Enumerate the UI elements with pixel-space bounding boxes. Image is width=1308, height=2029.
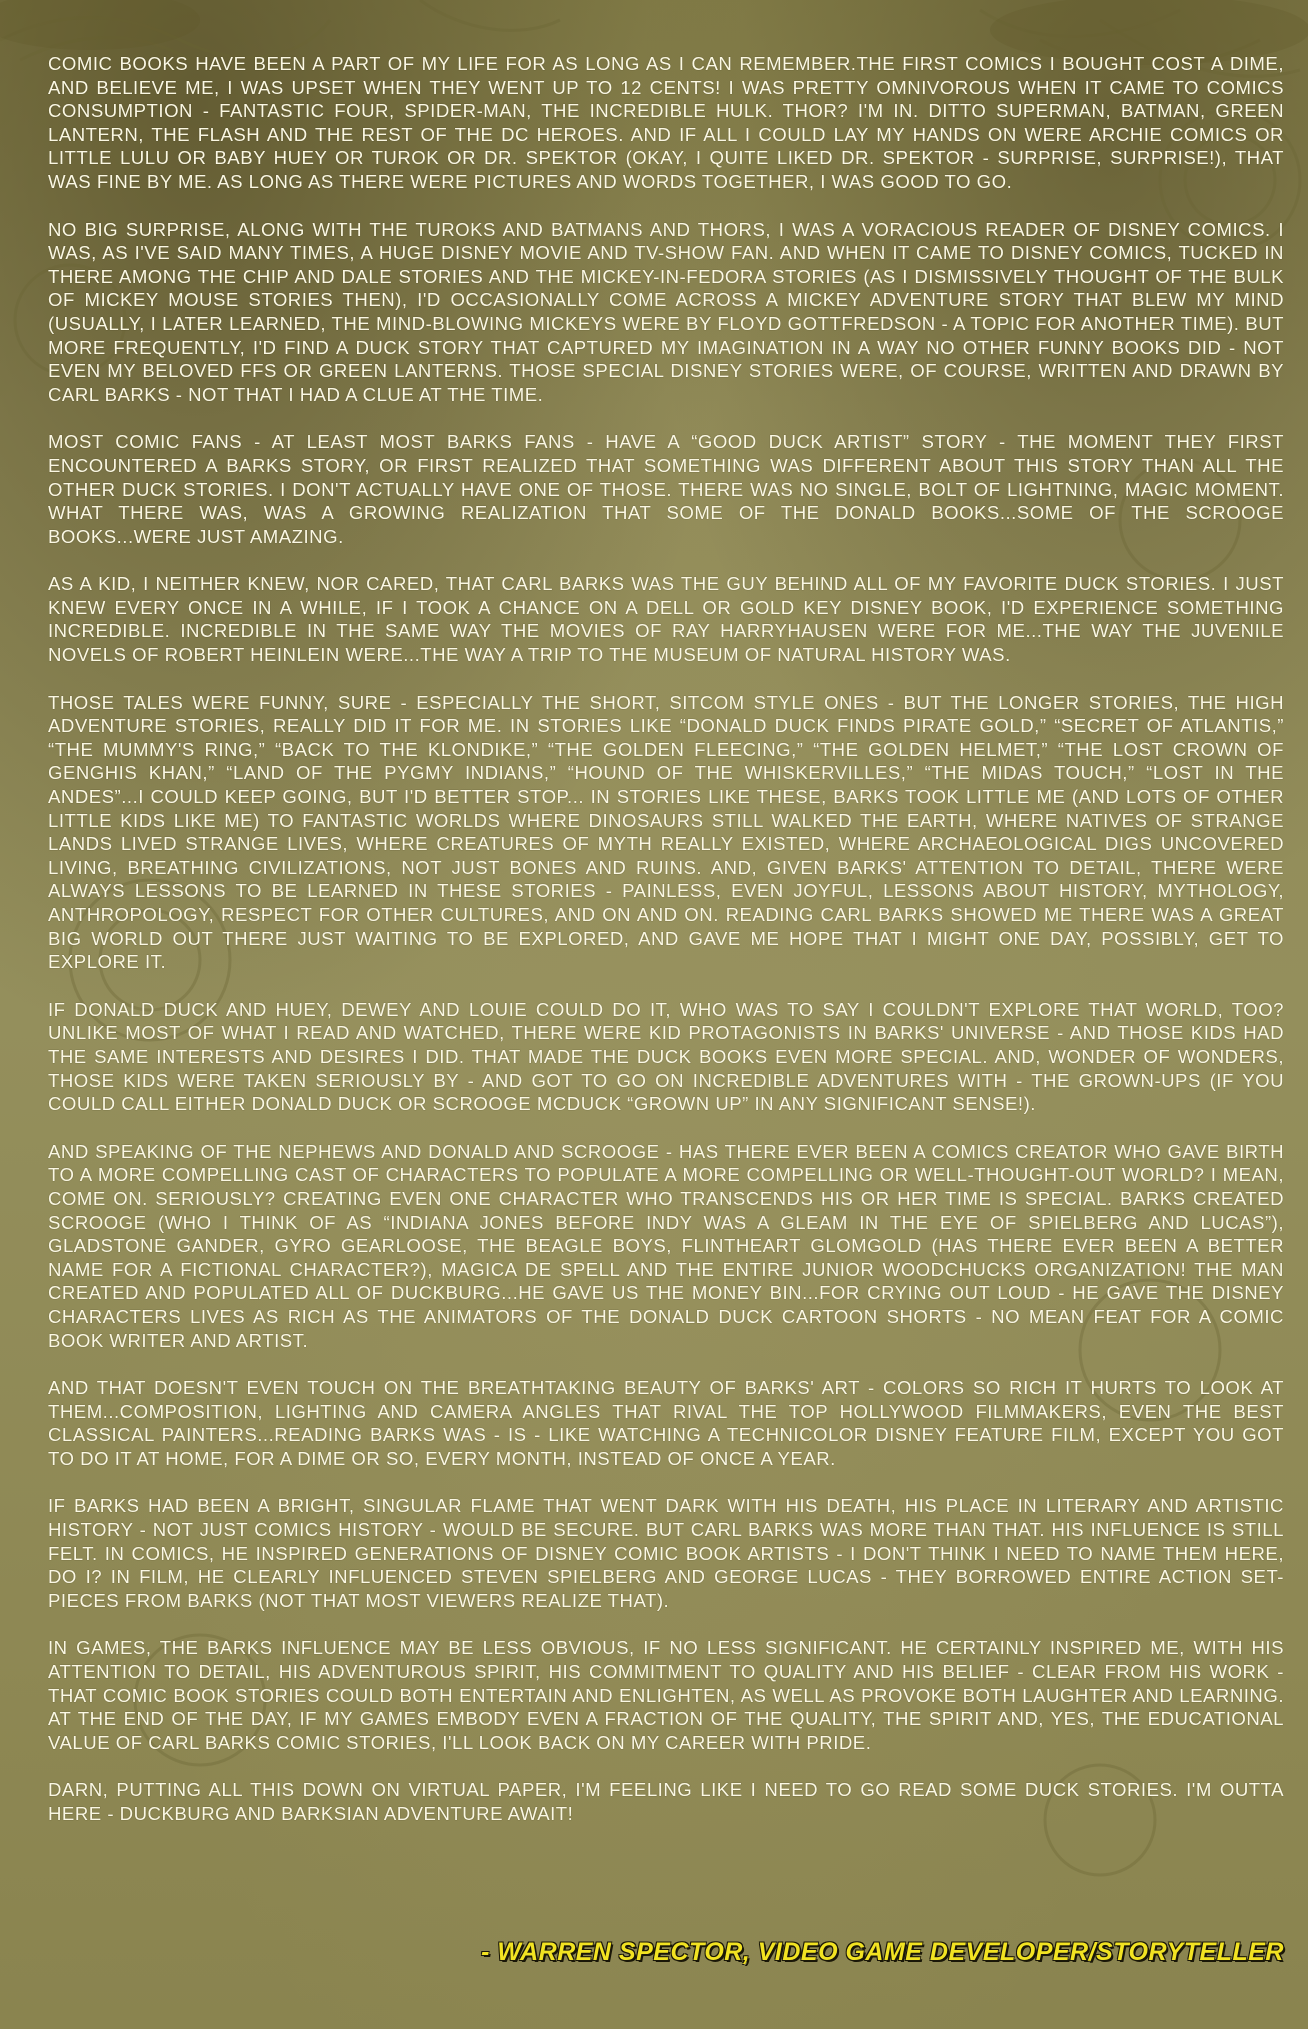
article-paragraph-1: COMIC BOOKS HAVE BEEN A PART OF MY LIFE FOR AS LONG AS I CAN REMEMBER.THE FIRST COMICS I BOUGHT COST A DIME, AND BELIEVE ME, I WAS UPSET WHEN THEY WENT UP TO 12 CENTS! I WAS PRETTY OMNIVOROUS WHEN IT CAME TO COMICS CONSUMPTION - FANTASTIC FOUR, SPIDER-MAN, THE INCREDIBLE HULK. THOR? I'M IN. DITTO SUPERMAN, BATMAN, GREEN LANTERN, THE FLASH AND THE REST OF THE DC HEROES. AND IF ALL I COULD LAY MY HANDS ON WERE ARCHIE COMICS OR LITTLE LULU OR BABY HUEY OR TUROK OR DR. SPEKTOR (OKAY, I QUITE LIKED DR. SPEKTOR - SURPRISE, SURPRISE!), THAT WAS FINE BY ME. AS LONG AS THERE WERE PICTURES AND WORDS TOGETHER, I WAS GOOD TO GO. <box>48 53 1284 192</box>
article-paragraph-5: THOSE TALES WERE FUNNY, SURE - ESPECIALLY THE SHORT, SITCOM STYLE ONES - BUT THE LONGER STORIES, THE HIGH ADVENTURE STORIES, REALLY DID IT FOR ME. IN STORIES LIKE “DONALD DUCK FINDS PIRATE GOLD,” “SECRET OF ATLANTIS,” “THE MUMMY'S RING,” “BACK TO THE KLONDIKE,” “THE GOLDEN FLEECING,” “THE GOLDEN HELMET,” “THE LOST CROWN OF GENGHIS KHAN,” “LAND OF THE PYGMY INDIANS,” “HOUND OF THE WHISKERVILLES,” “THE MIDAS TOUCH,” “LOST IN THE ANDES”...I COULD KEEP GOING, BUT I'D BETTER STOP... IN STORIES LIKE THESE, BARKS TOOK LITTLE ME (AND LOTS OF OTHER LITTLE KIDS LIKE ME) TO FANTASTIC WORLDS WHERE DINOSAURS STILL WALKED THE EARTH, WHERE NATIVES OF STRANGE LANDS LIVED STRANGE LIVES, WHERE CREATURES OF MYTH REALLY EXISTED, WHERE ARCHAEOLOGICAL DIGS UNCOVERED LIVING, BREATHING CIVILIZATIONS, NOT JUST BONES AND RUINS. AND, GIVEN BARKS' ATTENTION TO DETAIL, THERE WERE ALWAYS LESSONS TO BE LEARNED IN THESE STORIES - PAINLESS, EVEN JOYFUL, LESSONS ABOUT HISTORY, MYTHOLOGY, ANTHROPOLOGY, RESPECT FOR OTHER CULTURES, AND ON AND ON. READING CARL BARKS SHOWED ME THERE WAS A GREAT BIG WORLD OUT THERE JUST WAITING TO BE EXPLORED, AND GAVE ME HOPE THAT I MIGHT ONE DAY, POSSIBLY, GET TO EXPLORE IT. <box>48 691 1284 973</box>
author-signature: - WARREN SPECTOR, VIDEO GAME DEVELOPER/STORYTELLER <box>481 1938 1284 1966</box>
article-paragraph-9: IF BARKS HAD BEEN A BRIGHT, SINGULAR FLAME THAT WENT DARK WITH HIS DEATH, HIS PLACE IN LITERARY AND ARTISTIC HISTORY - NOT JUST COMICS HISTORY - WOULD BE SECURE. BUT CARL BARKS WAS MORE THAN THAT. HIS INFLUENCE IS STILL FELT. IN COMICS, HE INSPIRED GENERATIONS OF DISNEY COMIC BOOK ARTISTS - I DON'T THINK I NEED TO NAME THEM HERE, DO I? IN FILM, HE CLEARLY INFLUENCED STEVEN SPIELBERG AND GEORGE LUCAS - THEY BORROWED ENTIRE ACTION SET-PIECES FROM BARKS (NOT THAT MOST VIEWERS REALIZE THAT). <box>48 1495 1284 1611</box>
article-paragraph-10: IN GAMES, THE BARKS INFLUENCE MAY BE LESS OBVIOUS, IF NO LESS SIGNIFICANT. HE CERTAINLY INSPIRED ME, WITH HIS ATTENTION TO DETAIL, HIS ADVENTUROUS SPIRIT, HIS COMMITMENT TO QUALITY AND HIS BELIEF - CLEAR FROM HIS WORK - THAT COMIC BOOK STORIES COULD BOTH ENTERTAIN AND ENLIGHTEN, AS WELL AS PROVOKE BOTH LAUGHTER AND LEARNING. AT THE END OF THE DAY, IF MY GAMES EMBODY EVEN A FRACTION OF THE QUALITY, THE SPIRIT AND, YES, THE EDUCATIONAL VALUE OF CARL BARKS COMIC STORIES, I'LL LOOK BACK ON MY CAREER WITH PRIDE. <box>48 1637 1284 1753</box>
article-paragraph-7: AND SPEAKING OF THE NEPHEWS AND DONALD AND SCROOGE - HAS THERE EVER BEEN A COMICS CREATOR WHO GAVE BIRTH TO A MORE COMPELLING CAST OF CHARACTERS TO POPULATE A MORE COMPELLING OR WELL-THOUGHT-OUT WORLD? I MEAN, COME ON. SERIOUSLY? CREATING EVEN ONE CHARACTER WHO TRANSCENDS HIS OR HER TIME IS SPECIAL. BARKS CREATED SCROOGE (WHO I THINK OF AS “INDIANA JONES BEFORE INDY WAS A GLEAM IN THE EYE OF SPIELBERG AND LUCAS”), GLADSTONE GANDER, GYRO GEARLOOSE, THE BEAGLE BOYS, FLINTHEART GLOMGOLD (HAS THERE EVER BEEN A BETTER NAME FOR A FICTIONAL CHARACTER?), MAGICA DE SPELL AND THE ENTIRE JUNIOR WOODCHUCKS ORGANIZATION! THE MAN CREATED AND POPULATED ALL OF DUCKBURG...HE GAVE US THE MONEY BIN...FOR CRYING OUT LOUD - HE GAVE THE DISNEY CHARACTERS LIVES AS RICH AS THE ANIMATORS OF THE DONALD DUCK CARTOON SHORTS - NO MEAN FEAT FOR A COMIC BOOK WRITER AND ARTIST. <box>48 1140 1284 1351</box>
article-body <box>48 52 1284 1850</box>
article-paragraph-8: AND THAT DOESN'T EVEN TOUCH ON THE BREATHTAKING BEAUTY OF BARKS' ART - COLORS SO RICH IT HURTS TO LOOK AT THEM...COMPOSITION, LIGHTING AND CAMERA ANGLES THAT RIVAL THE TOP HOLLYWOOD FILMMAKERS, EVEN THE BEST CLASSICAL PAINTERS...READING BARKS WAS - IS - LIKE WATCHING A TECHNICOLOR DISNEY FEATURE FILM, EXCEPT YOU GOT TO DO IT AT HOME, FOR A DIME OR SO, EVERY MONTH, INSTEAD OF ONCE A YEAR. <box>48 1377 1284 1469</box>
article-paragraph-11: DARN, PUTTING ALL THIS DOWN ON VIRTUAL PAPER, I'M FEELING LIKE I NEED TO GO READ SOME DUCK STORIES. I'M OUTTA HERE - DUCKBURG AND BARKSIAN ADVENTURE AWAIT! <box>48 1779 1284 1824</box>
article-paragraph-6: IF DONALD DUCK AND HUEY, DEWEY AND LOUIE COULD DO IT, WHO WAS TO SAY I COULDN'T EXPLORE THAT WORLD, TOO? UNLIKE MOST OF WHAT I READ AND WATCHED, THERE WERE KID PROTAGONISTS IN BARKS' UNIVERSE - AND THOSE KIDS HAD THE SAME INTERESTS AND DESIRES I DID. THAT MADE THE DUCK BOOKS EVEN MORE SPECIAL. AND, WONDER OF WONDERS, THOSE KIDS WERE TAKEN SERIOUSLY BY - AND GOT TO GO ON INCREDIBLE ADVENTURES WITH - THE GROWN-UPS (IF YOU COULD CALL EITHER DONALD DUCK OR SCROOGE MCDUCK “GROWN UP” IN ANY SIGNIFICANT SENSE!). <box>48 998 1284 1115</box>
article-paragraph-4: AS A KID, I NEITHER KNEW, NOR CARED, THAT CARL BARKS WAS THE GUY BEHIND ALL OF MY FAVORITE DUCK STORIES. I JUST KNEW EVERY ONCE IN A WHILE, IF I TOOK A CHANCE ON A DELL OR GOLD KEY DISNEY BOOK, I'D EXPERIENCE SOMETHING INCREDIBLE. INCREDIBLE IN THE SAME WAY THE MOVIES OF RAY HARRYHAUSEN WERE FOR ME...THE WAY THE JUVENILE NOVELS OF ROBERT HEINLEIN WERE...THE WAY A TRIP TO THE MUSEUM OF NATURAL HISTORY WAS. <box>48 573 1284 666</box>
article-paragraph-2: NO BIG SURPRISE, ALONG WITH THE TUROKS AND BATMANS AND THORS, I WAS A VORACIOUS READER OF DISNEY COMICS. I WAS, AS I'VE SAID MANY TIMES, A HUGE DISNEY MOVIE AND TV-SHOW FAN. AND WHEN IT CAME TO DISNEY COMICS, TUCKED IN THERE AMONG THE CHIP AND DALE STORIES AND THE MICKEY-IN-FEDORA STORIES (AS I DISMISSIVELY THOUGHT OF THE BULK OF MICKEY MOUSE STORIES THEN), I'D OCCASIONALLY COME ACROSS A MICKEY ADVENTURE STORY THAT BLEW MY MIND (USUALLY, I LATER LEARNED, THE MIND-BLOWING MICKEYS WERE BY FLOYD GOTTFREDSON - A TOPIC FOR ANOTHER TIME). BUT MORE FREQUENTLY, I'D FIND A DUCK STORY THAT CAPTURED MY IMAGINATION IN A WAY NO OTHER FUNNY BOOKS DID - NOT EVEN MY BELOVED FFS OR GREEN LANTERNS. THOSE SPECIAL DISNEY STORIES WERE, OF COURSE, WRITTEN AND DRAWN BY CARL BARKS - NOT THAT I HAD A CLUE AT THE TIME. <box>48 218 1284 405</box>
article-paragraph-3: MOST COMIC FANS - AT LEAST MOST BARKS FANS - HAVE A “GOOD DUCK ARTIST” STORY - THE MOMENT THEY FIRST ENCOUNTERED A BARKS STORY, OR FIRST REALIZED THAT SOMETHING WAS DIFFERENT ABOUT THIS STORY THAN ALL THE OTHER DUCK STORIES. I DON'T ACTUALLY HAVE ONE OF THOSE. THERE WAS NO SINGLE, BOLT OF LIGHTNING, MAGIC MOMENT. WHAT THERE WAS, WAS A GROWING REALIZATION THAT SOME OF THE DONALD BOOKS...SOME OF THE SCROOGE BOOKS...WERE JUST AMAZING. <box>48 431 1284 547</box>
